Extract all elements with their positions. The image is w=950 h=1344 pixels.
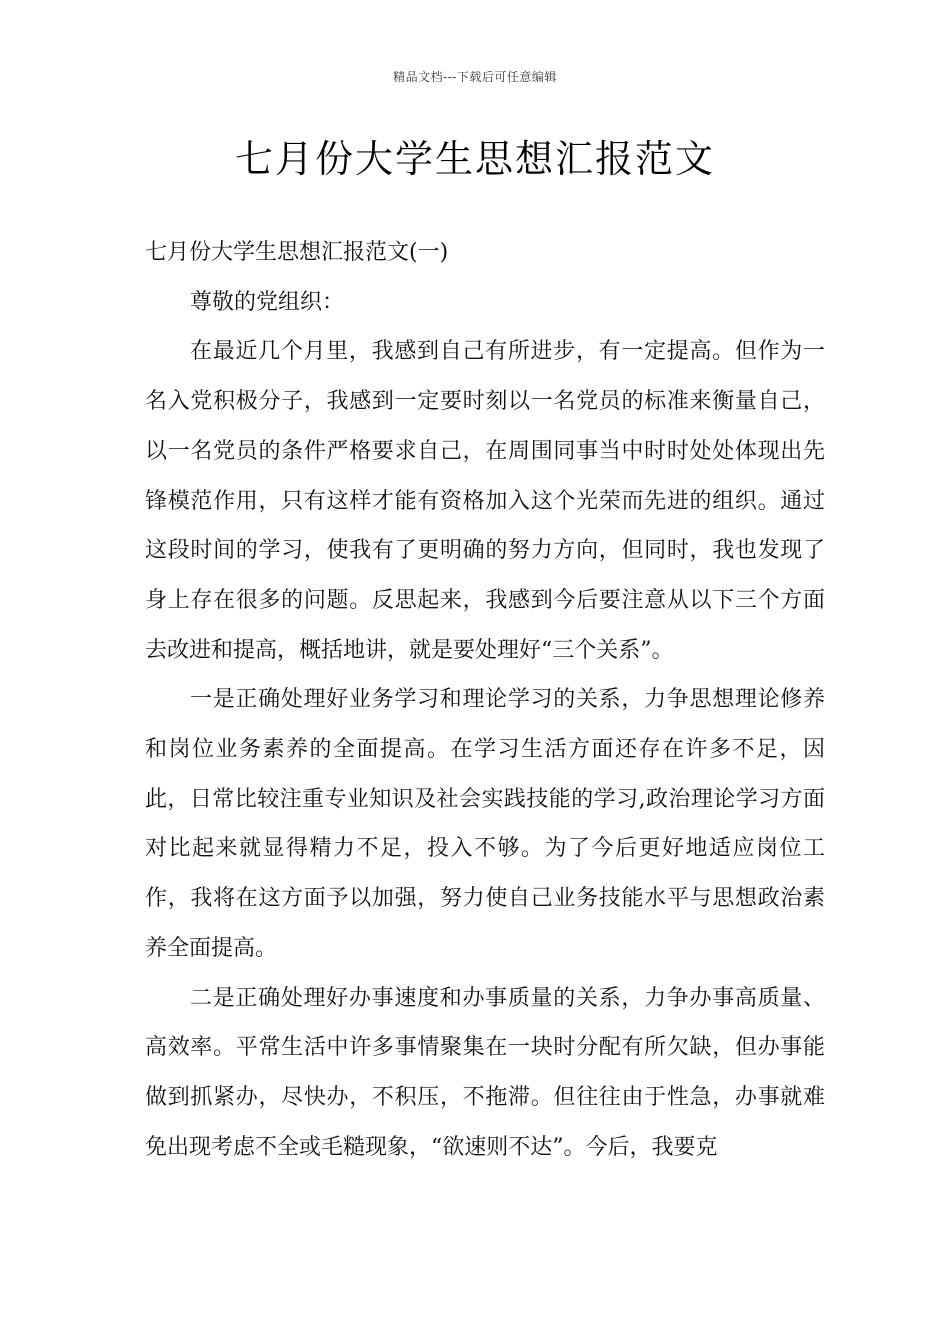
paragraph-1: 在最近几个月里，我感到自己有所进步，有一定提高。但作为一名入党积极分子，我感到一定要时刻以一名党员的标准来衡量自己，以一名党员的条件严格要求自己，在周围同事当中时时处处体现出先锋模范作用，只有这样才能有资格加入这个光荣而先进的组织。通过这段时间的学习，使我有了更明确的努力方向，但同时，我也发现了身上存在很多的问题。反思起来，我感到今后要注意从以下三个方面去改进和提高，概括地讲，就是要处理好“三个关系”。: [145, 339, 825, 663]
salutation: 尊敬的党组织：: [190, 289, 345, 315]
paragraph-2: 一是正确处理好业务学习和理论学习的关系，力争思想理论修养和岗位业务素养的全面提高。在学习生活方面还存在许多不足，因此，日常比较注重专业知识及社会实践技能的学习,政治理论学习方面对比起来就显得精力不足，投入不够。为了今后更好地适应岗位工作，我将在这方面予以加强，努力使自己业务技能水平与思想政治素养全面提高。: [145, 687, 825, 961]
header-note: 精品文档---下载后可任意编辑: [393, 70, 557, 84]
document-title: 七月份大学生思想汇报范文: [234, 137, 715, 181]
paragraph-3: 二是正确处理好办事速度和办事质量的关系，力争办事高质量、高效率。平常生活中许多事情聚集在一块时分配有所欠缺，但办事能做到抓紧办，尽快办，不积压，不拖滞。但往往由于性急，办事就难免出现考虑不全或毛糙现象，“欲速则不达”。今后，我要克: [145, 985, 825, 1160]
section-subtitle: 七月份大学生思想汇报范文(一): [145, 240, 449, 265]
document-body: [145, 228, 825, 1172]
